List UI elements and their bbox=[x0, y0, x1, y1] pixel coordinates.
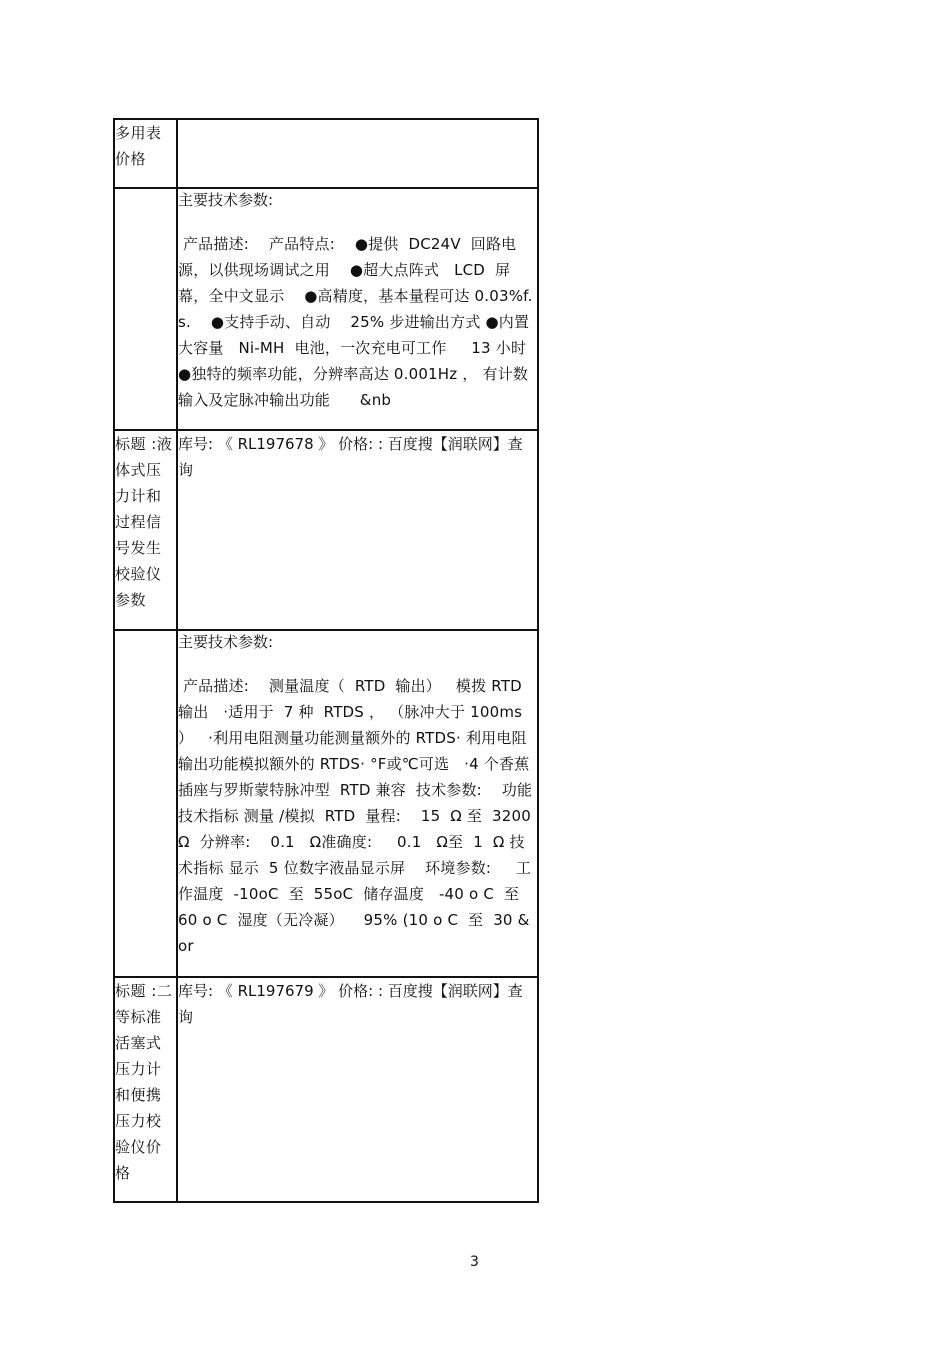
row-label: 多用表价格 bbox=[115, 124, 162, 168]
row-content: 库号: 《 RL197679 》 价格: : 百度搜【润联网】查询 bbox=[178, 982, 523, 1026]
row-value-cell bbox=[177, 977, 538, 1202]
section-heading: 主要技术参数: bbox=[178, 191, 274, 209]
table-row bbox=[114, 977, 538, 1202]
row-label-cell bbox=[114, 977, 177, 1202]
spec-table bbox=[113, 118, 539, 1203]
table-row bbox=[114, 188, 538, 430]
row-value-cell bbox=[177, 430, 538, 630]
row-label-cell bbox=[114, 119, 177, 188]
table-row bbox=[114, 430, 538, 630]
row-content: 产品描述: 测量温度（ RTD 输出） 模拨 RTD 输出 ·适用于 7 种 RTDS ， （脉冲大于 100ms ） ·利用电阻测量功能测量额外的 RTDS· 利用电阻输出功能模拟额外的 RTDS· °F或℃可选 ·4 个香蕉插座与罗斯蒙特脉冲型 RTD 兼容 技术参数: 功能技术指标 测量 /模拟 RTD 量程: 15 Ω 至 3200 Ω 分辨率: 0.1 Ω准确度: 0.1 Ω至 1 Ω 技术指标 显示 5 位数字液晶显示屏 环境参数: 工作温度 -10oC 至 55oC 储存温度 -40 o C 至 60 o C 湿度（无冷凝） 95% (10 o C 至 30 &or bbox=[178, 677, 541, 955]
row-content: 产品描述: 产品特点: ●提供 DC24V 回路电源，以供现场调试之用 ●超大点阵式 LCD 屏幕，全中文显示 ●高精度，基本量程可达 0.03%f.s. ●支持手动、自动 25% 步进输出方式 ●内置大容量 Ni-MH 电池，一次充电可工作 13 小时 ●独特的频率功能，分辨率高达 0.001Hz ， 有计数输入及定脉冲输出功能 &nb bbox=[178, 235, 537, 409]
table-row bbox=[114, 630, 538, 977]
row-value-cell bbox=[177, 119, 538, 188]
row-content: 库号: 《 RL197678 》 价格: : 百度搜【润联网】查询 bbox=[178, 435, 523, 479]
row-label-cell bbox=[114, 430, 177, 630]
row-label-cell bbox=[114, 630, 177, 977]
row-label: 标题 :二等标准活塞式压力计和便携压力校验仪价格 bbox=[115, 982, 173, 1182]
row-value-cell bbox=[177, 630, 541, 977]
row-label-cell bbox=[114, 188, 177, 430]
row-label: 标题 :液体式压力计和过程信号发生校验仪参数 bbox=[115, 435, 173, 609]
table-row bbox=[114, 119, 538, 188]
section-heading: 主要技术参数: bbox=[178, 633, 274, 651]
row-value-cell bbox=[177, 188, 538, 430]
page-number: 3 bbox=[470, 1254, 479, 1270]
